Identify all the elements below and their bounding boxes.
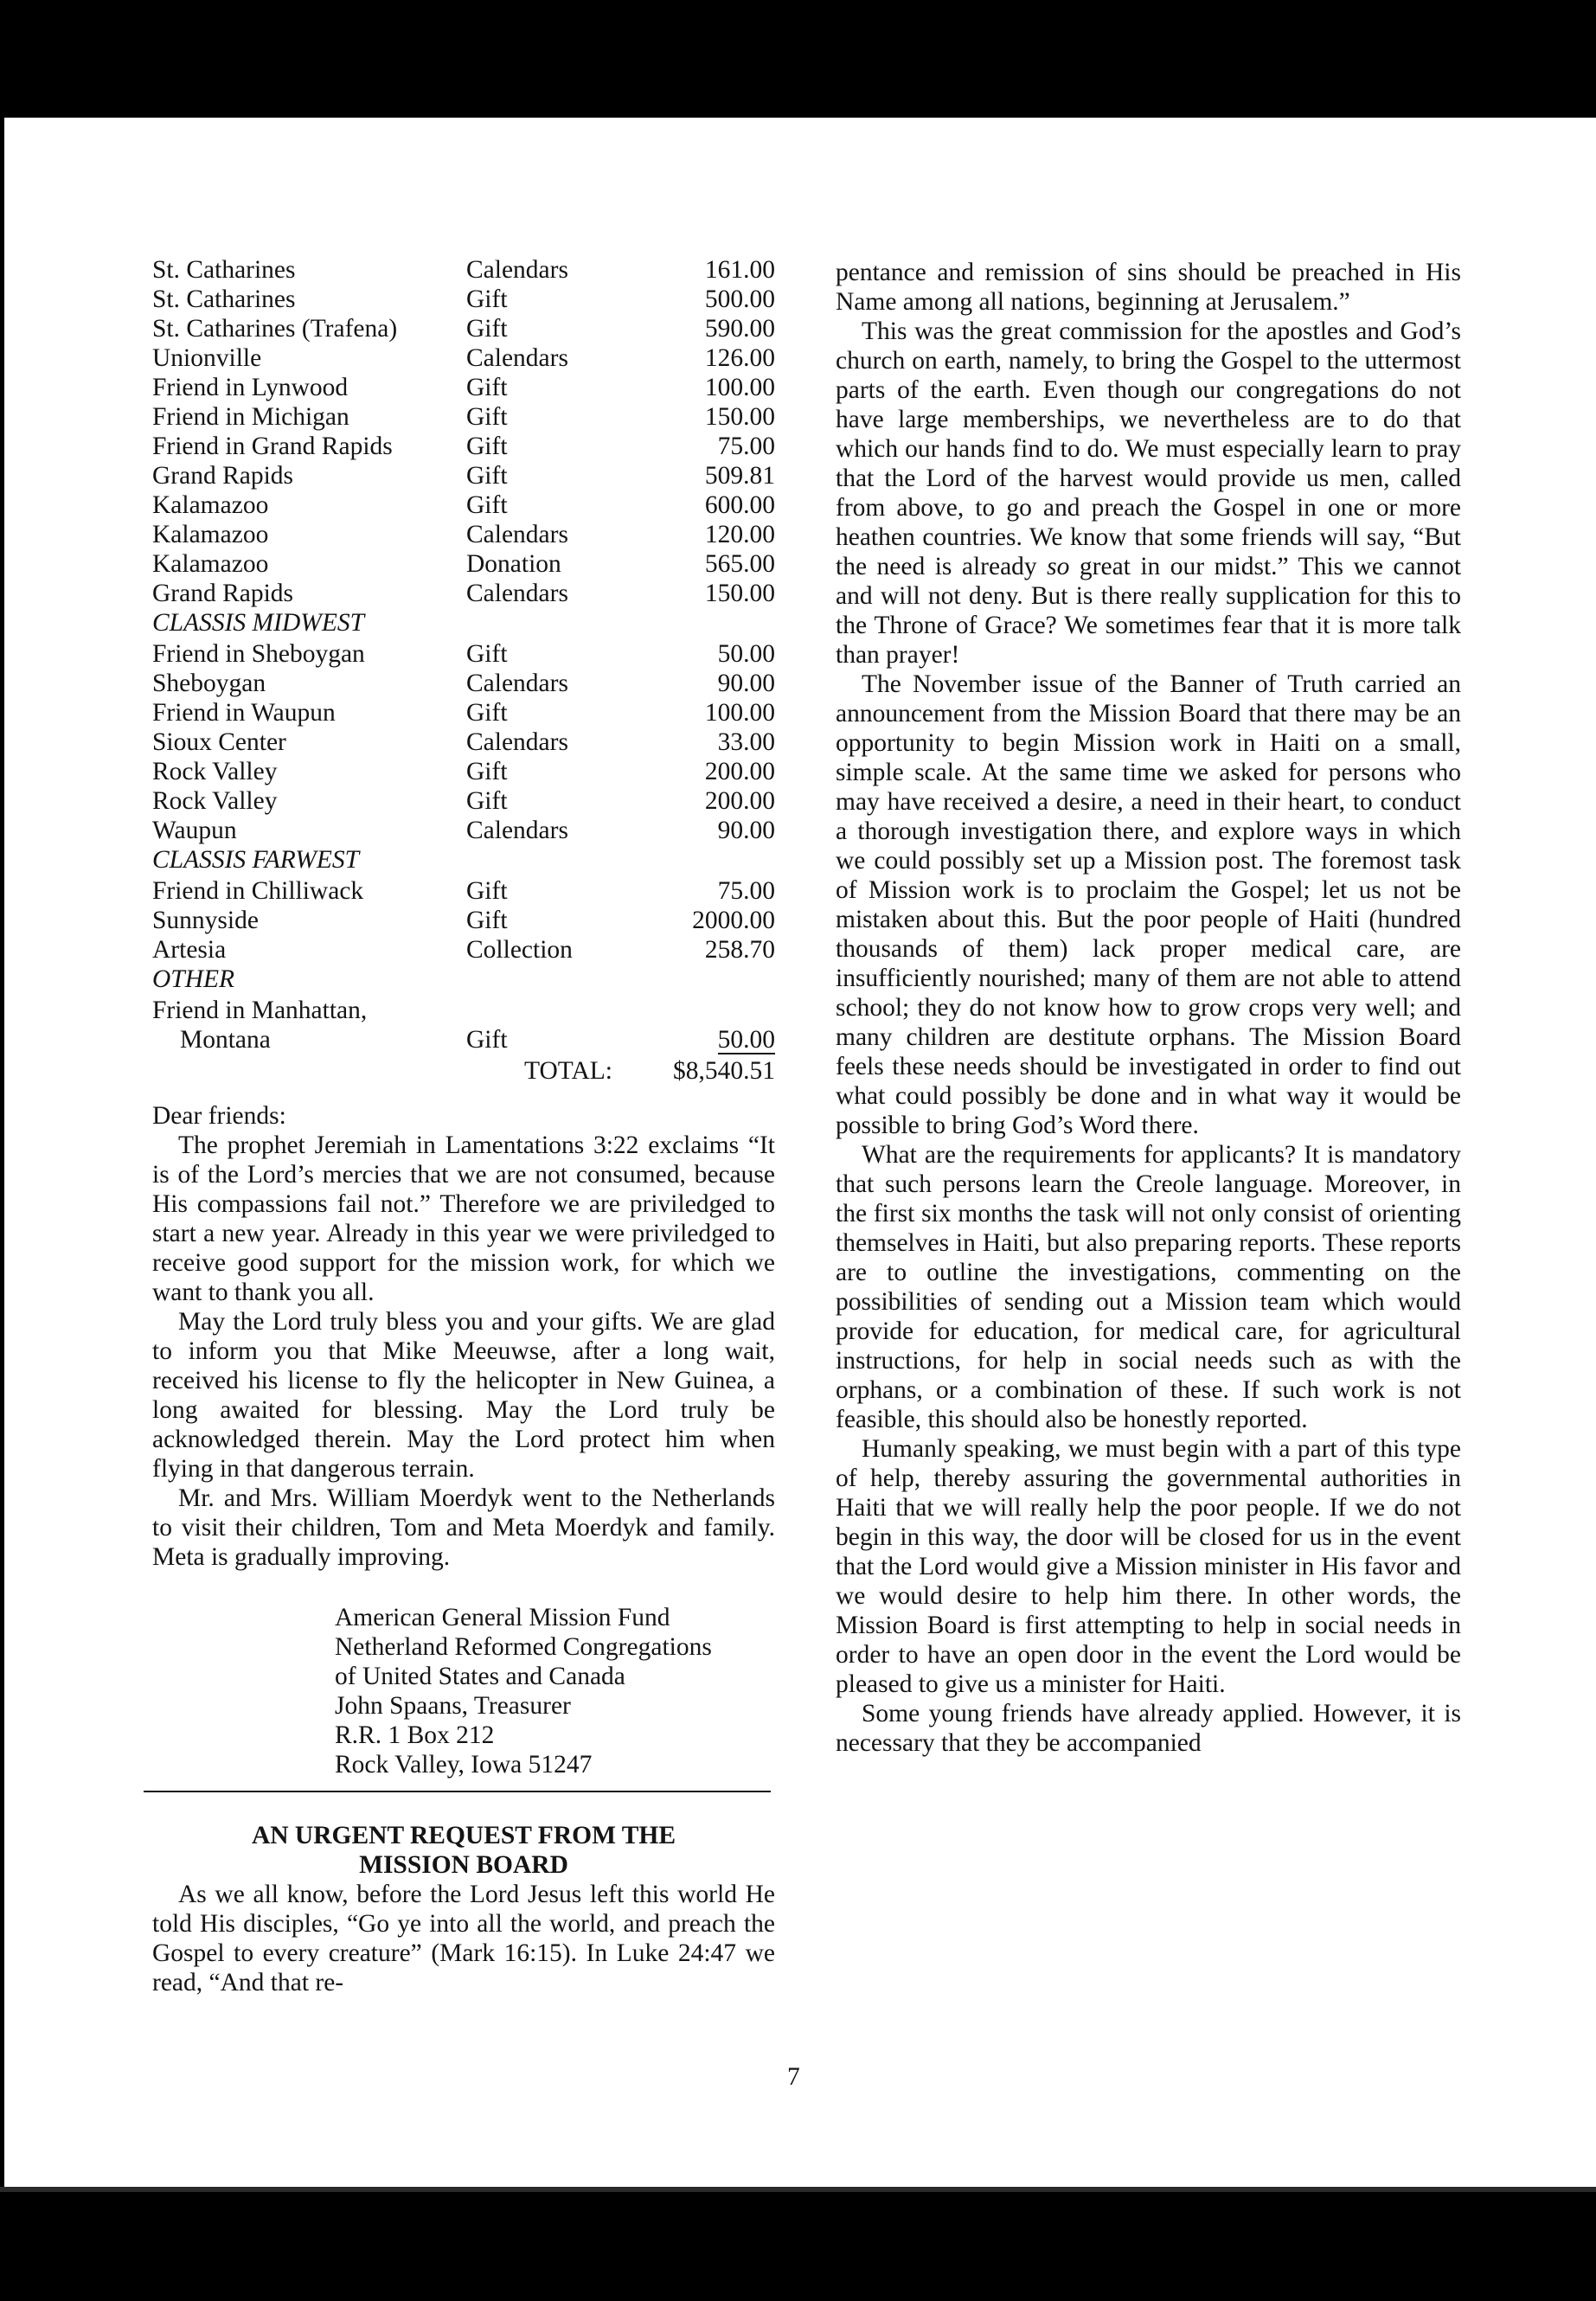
contribution-type: Calendars bbox=[466, 670, 568, 697]
ledger-row bbox=[152, 549, 775, 579]
classis-label: CLASSIS MIDWEST bbox=[152, 609, 365, 637]
emphasis-text: so bbox=[1047, 553, 1070, 580]
contribution-amount: 50.00 bbox=[717, 1026, 775, 1054]
ledger-row bbox=[152, 1025, 775, 1054]
contribution-amount: 500.00 bbox=[704, 285, 775, 313]
article-continued-column bbox=[836, 258, 1461, 1758]
donor-name: Friend in Manhattan, bbox=[152, 997, 368, 1024]
donor-name: Grand Rapids bbox=[152, 580, 294, 607]
scan-left-edge bbox=[0, 118, 4, 2187]
letter-paragraph: Mr. and Mrs. William Moerdyk went to the Netherlands to visit their children, Tom and Meta Moerdyk and family. Meta is gradually improving. bbox=[152, 1484, 775, 1571]
address-line: Rock Valley, Iowa 51247 bbox=[335, 1751, 593, 1779]
ledger-row bbox=[152, 285, 775, 314]
contribution-type: Gift bbox=[466, 699, 508, 727]
donor-name: Friend in Waupun bbox=[152, 699, 336, 727]
contribution-amount: 50.00 bbox=[717, 640, 775, 668]
article-paragraph: Humanly speaking, we must begin with a part of this type of help, thereby assuring the governmental authorities in Haiti that we will really help the poor people. If we do not begin in this way, the door will be closed for us in the event that the Lord would give a Mission minister in His favor and we would desire to help him there. In other words, the Mission Board is first attempting to help in social needs in order to have an open door in the event the Lord would be pleased to give us a minister for Haiti. bbox=[836, 1435, 1461, 1698]
contribution-type: Gift bbox=[466, 491, 508, 519]
ledger-row bbox=[152, 432, 775, 461]
contribution-amount: 100.00 bbox=[704, 699, 775, 727]
contribution-amount: 2000.00 bbox=[692, 907, 775, 934]
contribution-amount: 161.00 bbox=[704, 256, 775, 284]
contribution-type: Gift bbox=[466, 433, 508, 460]
page-number: 7 bbox=[787, 2063, 800, 2091]
contribution-amount: 200.00 bbox=[704, 758, 775, 785]
classis-label: CLASSIS FARWEST bbox=[152, 846, 360, 874]
contribution-amount: 150.00 bbox=[704, 403, 775, 431]
letter-paragraph: May the Lord truly bless you and your gifts. We are glad to inform you that Mike Meeuwse, after a long wait, received his license to fly the helicopter in New Guinea, a long awaited for blessing. May the Lord truly be acknowledged therein. May the Lord protect him when flying in that dangerous terrain. bbox=[152, 1308, 775, 1483]
ledger-row bbox=[152, 727, 775, 757]
contribution-type: Gift bbox=[466, 285, 508, 313]
scan-bottom-border bbox=[0, 2187, 1596, 2301]
donor-name: Kalamazoo bbox=[152, 491, 269, 519]
donor-name: St. Catharines bbox=[152, 256, 296, 284]
ledger-row bbox=[152, 786, 775, 816]
ledger-row bbox=[152, 314, 775, 343]
article-paragraph: The November issue of the Banner of Truth carried an announcement from the Mission Board that there may be an opportunity to begin Mission work in Haiti on a small, simple scale. At the same time we asked for persons who may have received a desire, a need in their heart, to conduct a thorough investigation there, and explore ways in which we could possibly set up a Mission post. The foremost task of Mission work is to proclaim the Gospel; let us not be mistaken about this. But the poor people of Haiti (hundred thousands of them) lack proper medical care, are insufficiently nourished; many of them are not able to attend school; they do not know how to grow crops very well; and many children are destitute orphans. The Mission Board feels these needs should be investigated in order to find out what could possibly be done and in what way it would be possible to bring God’s Word there. bbox=[836, 670, 1461, 1139]
donor-name: Friend in Grand Rapids bbox=[152, 433, 393, 460]
contribution-amount: 590.00 bbox=[704, 315, 775, 343]
ledger-row bbox=[152, 876, 775, 906]
donor-name: Grand Rapids bbox=[152, 462, 294, 490]
contribution-type: Gift bbox=[466, 877, 508, 905]
contributions-ledger bbox=[152, 255, 775, 1086]
donor-name: Sunnyside bbox=[152, 907, 259, 934]
classis-heading bbox=[152, 608, 775, 639]
contribution-type: Donation bbox=[466, 550, 561, 578]
total-label: TOTAL: bbox=[524, 1057, 612, 1085]
contribution-type: Gift bbox=[466, 787, 508, 815]
ledger-row bbox=[152, 669, 775, 698]
donor-name: Rock Valley bbox=[152, 758, 278, 785]
donor-name: Kalamazoo bbox=[152, 521, 269, 548]
address-line: of United States and Canada bbox=[335, 1663, 625, 1690]
article-paragraph bbox=[836, 317, 1461, 670]
contribution-amount: 509.81 bbox=[704, 462, 775, 490]
ledger-row bbox=[152, 698, 775, 727]
contribution-amount: 100.00 bbox=[704, 374, 775, 401]
contribution-type: Calendars bbox=[466, 256, 568, 284]
contribution-amount: 90.00 bbox=[717, 817, 775, 844]
contribution-type: Gift bbox=[466, 1026, 508, 1054]
contribution-type: Calendars bbox=[466, 521, 568, 548]
contribution-amount: 200.00 bbox=[704, 787, 775, 815]
ledger-row bbox=[152, 816, 775, 845]
article-paragraph: As we all know, before the Lord Jesus left this world He told His disciples, “Go ye into all the world, and preach the Gospel to every creature” (Mark 16:15). In Luke 24:47 we read, “And that re- bbox=[152, 1881, 775, 1997]
ledger-row bbox=[152, 757, 775, 786]
address-line: Netherland Reformed Congregations bbox=[335, 1633, 712, 1661]
donor-name: St. Catharines bbox=[152, 285, 296, 313]
ledger-row bbox=[152, 520, 775, 549]
contribution-amount: 565.00 bbox=[704, 550, 775, 578]
article-paragraph: Some young friends have already applied. However, it is necessary that they be accompanied bbox=[836, 1700, 1461, 1757]
contribution-type: Calendars bbox=[466, 817, 568, 844]
scan-top-border bbox=[0, 0, 1596, 118]
article-intro bbox=[152, 1880, 775, 1997]
contribution-amount: 120.00 bbox=[704, 521, 775, 548]
donor-name: Sheboygan bbox=[152, 670, 266, 697]
ledger-row bbox=[152, 255, 775, 285]
address-line: American General Mission Fund bbox=[335, 1604, 670, 1631]
donor-name: Montana bbox=[180, 1026, 271, 1054]
classis-heading bbox=[152, 845, 775, 876]
classis-label: OTHER bbox=[152, 965, 235, 993]
contribution-amount: 75.00 bbox=[717, 433, 775, 460]
donor-name: Friend in Lynwood bbox=[152, 374, 349, 401]
contribution-type: Collection bbox=[466, 936, 573, 964]
contribution-amount: 150.00 bbox=[704, 580, 775, 607]
donor-name: Friend in Chilliwack bbox=[152, 877, 364, 905]
donor-name: Rock Valley bbox=[152, 787, 278, 815]
contribution-type: Gift bbox=[466, 907, 508, 934]
letter-greeting: Dear friends: bbox=[152, 1102, 286, 1130]
contribution-amount: 600.00 bbox=[704, 491, 775, 519]
donor-name: Friend in Michigan bbox=[152, 403, 349, 431]
ledger-row bbox=[152, 906, 775, 935]
ledger-row bbox=[152, 579, 775, 608]
contribution-type: Calendars bbox=[466, 728, 568, 756]
treasurer-address bbox=[335, 1603, 712, 1779]
contribution-type: Gift bbox=[466, 315, 508, 343]
ledger-row bbox=[152, 461, 775, 490]
article-heading-line: MISSION BOARD bbox=[359, 1851, 568, 1879]
text-run: great in our midst.” This we cannot and will not deny. But is there really supplication for this to the Throne of Grace? We sometimes fear that it is more talk than prayer! bbox=[836, 553, 1462, 669]
contribution-amount: 258.70 bbox=[704, 936, 775, 964]
contribution-amount: 90.00 bbox=[717, 670, 775, 697]
address-line: John Spaans, Treasurer bbox=[335, 1692, 571, 1720]
text-run: This was the great commission for the apostles and God’s church on earth, namely, to bring the Gospel to the uttermost parts of the earth. Even though our congregations do not have large memberships, we nevertheless are to do that which our hands find to do. We must especially learn to pray that the Lord of the harvest would provide us men, called from above, to go and preach the Gospel in one or more heathen countries. We know that some friends will say, “But the need is already bbox=[836, 317, 1461, 580]
letter-section bbox=[152, 1101, 775, 1572]
section-divider bbox=[144, 1791, 771, 1792]
contribution-type: Gift bbox=[466, 462, 508, 490]
donor-name: Unionville bbox=[152, 344, 262, 372]
contribution-type: Gift bbox=[466, 374, 508, 401]
contribution-amount: 126.00 bbox=[704, 344, 775, 372]
article-heading-line: AN URGENT REQUEST FROM THE bbox=[251, 1822, 676, 1849]
donor-name: Artesia bbox=[152, 936, 227, 964]
article-paragraph: What are the requirements for applicants? It is mandatory that such persons learn the Creole language. Moreover, in the first six months the task will not only consist of orienting themselves in Haiti, but also preparing reports. These reports are to outline the investigations, commenting on the possibilities of sending out a Mission team which would provide for education, for medical care, for agricultural instructions, for help in social needs such as with the orphans, or a combination of these. If such work is not feasible, this should also be honestly reported. bbox=[836, 1141, 1461, 1433]
contribution-type: Calendars bbox=[466, 580, 568, 607]
donor-name: Kalamazoo bbox=[152, 550, 269, 578]
contribution-amount: 33.00 bbox=[717, 728, 775, 756]
classis-heading bbox=[152, 965, 775, 996]
ledger-row bbox=[152, 935, 775, 965]
contribution-type: Calendars bbox=[466, 344, 568, 372]
donor-name: Sioux Center bbox=[152, 728, 286, 756]
donor-name: St. Catharines (Trafena) bbox=[152, 315, 398, 343]
article-paragraph: pentance and remission of sins should be preached in His Name among all nations, beginning at Jerusalem.” bbox=[836, 259, 1461, 316]
ledger-row bbox=[152, 639, 775, 669]
ledger-total-row bbox=[152, 1056, 775, 1086]
address-line: R.R. 1 Box 212 bbox=[335, 1721, 495, 1749]
article-heading bbox=[152, 1821, 775, 1880]
contribution-type: Gift bbox=[466, 640, 508, 668]
total-amount: $8,540.51 bbox=[673, 1057, 775, 1085]
contribution-type: Gift bbox=[466, 403, 508, 431]
contribution-type: Gift bbox=[466, 758, 508, 785]
ledger-row bbox=[152, 996, 775, 1025]
donor-name: Friend in Sheboygan bbox=[152, 640, 365, 668]
ledger-row bbox=[152, 490, 775, 520]
donor-name: Waupun bbox=[152, 817, 237, 844]
ledger-row bbox=[152, 373, 775, 402]
ledger-row bbox=[152, 343, 775, 373]
contribution-amount: 75.00 bbox=[717, 877, 775, 905]
ledger-row bbox=[152, 402, 775, 432]
letter-paragraph: The prophet Jeremiah in Lamentations 3:22 exclaims “It is of the Lord’s mercies that we are not consumed, because His compassions fail not.” Therefore we are priviledged to start a new year. Already in this year we were priviledged to receive good support for the mission work, for which we want to thank you all. bbox=[152, 1131, 775, 1306]
